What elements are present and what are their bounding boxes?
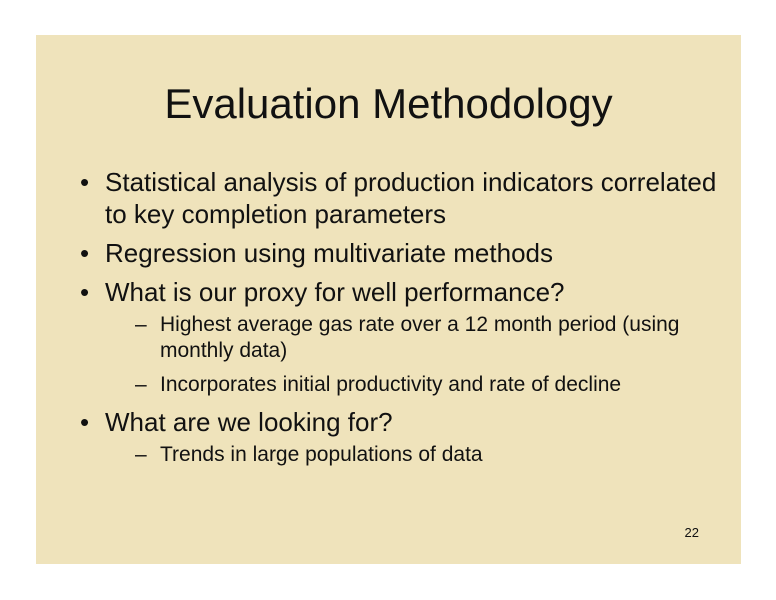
slide-title: Evaluation Methodology: [164, 80, 613, 127]
slide: [36, 35, 741, 564]
sub-bullet-text: Trends in large populations of data: [160, 443, 483, 466]
bullet-item: [80, 406, 720, 468]
bullet-marker: •: [80, 238, 90, 268]
bullet-item: [80, 237, 720, 269]
bullet-text: What is our proxy for well performance?: [105, 277, 565, 307]
sub-bullet-text: Highest average gas rate over a 12 month period (using monthly data): [160, 313, 680, 362]
sub-bullet-item: [105, 312, 720, 364]
sub-bullet-marker: –: [135, 443, 147, 466]
bullet-item: [80, 276, 720, 398]
bullet-text: What are we looking for?: [105, 407, 393, 437]
bullet-list: [80, 166, 720, 476]
sub-bullet-list: [105, 312, 720, 398]
bullet-marker: •: [80, 277, 90, 307]
bullet-marker: •: [80, 407, 90, 437]
bullet-marker: •: [80, 167, 90, 197]
sub-bullet-list: [105, 442, 720, 468]
sub-bullet-marker: –: [135, 313, 147, 336]
bullet-text: Regression using multivariate methods: [105, 238, 553, 268]
bullet-text: Statistical analysis of production indicators correlated to key completion parameters: [105, 167, 717, 229]
sub-bullet-text: Incorporates initial productivity and rate of decline: [160, 373, 622, 396]
bullet-item: [80, 166, 720, 230]
sub-bullet-item: [105, 372, 720, 398]
sub-bullet-item: [105, 442, 720, 468]
page-number: 22: [684, 525, 699, 540]
sub-bullet-marker: –: [135, 373, 147, 396]
